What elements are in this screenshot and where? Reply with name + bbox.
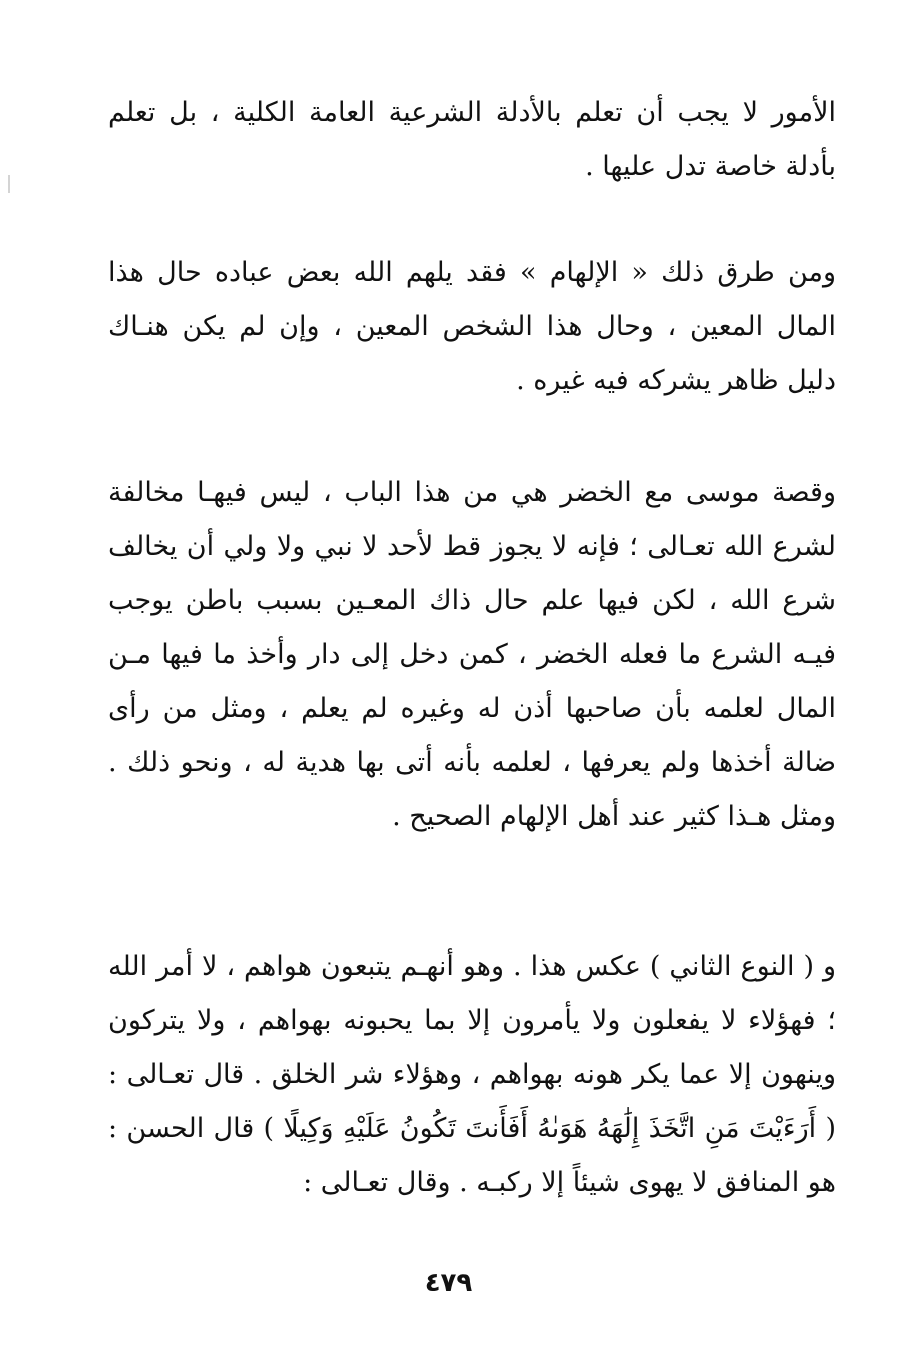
page-number: ٤٧٩	[424, 1268, 473, 1298]
paragraph-2: ومن طرق ذلك « الإلهام » فقد يلهم الله بعض عباده حال هذا المال المعين ، وحال هذا الشخص المعين ، وإن لم يكن هنـاك دليل ظاهر يشركه فيه غيره .	[108, 257, 836, 396]
paragraph-3: وقصة موسى مع الخضر هي من هذا الباب ، ليس فيهـا مخالفة لشرع الله تعـالى ؛ فإنه لا يجوز قط لأحد لا نبي ولا ولي أن يخالف شرع الله ، لكن فيها علم حال ذاك المعـين بسبب باطن يوجب فيـه الشرع ما فعله الخضر ، كمن دخل إلى دار وأخذ ما فيها مـن المال لعلمه بأن صاحبها أذن له وغيره لم يعلم ، ومثل من رأى ضالة أخذها ولم يعرفها ، لعلمه بأنه أتى بها هدية له ، ونحو ذلك . ومثل هـذا كثير عند أهل الإلهام الصحيح .	[108, 477, 836, 832]
paragraph-1: الأمور لا يجب أن تعلم بالأدلة الشرعية العامة الكلية ، بل تعلم بأدلة خاصة تدل عليها .	[108, 97, 836, 182]
margin-mark	[8, 175, 10, 193]
paragraph-4: و ( النوع الثاني ) عكس هذا . وهو أنهـم يتبعون هواهم ، لا أمر الله ؛ فهؤلاء لا يفعلون ولا يأمرون إلا بما يحبونه بهواهم ، ولا يتركون وينهون إلا عما يكر هونه بهواهم ، وهؤلاء شر الخلق . قال تعـالى : ( أَرَءَيْتَ مَنِ اتَّخَذَ إِلَٰهَهُ هَوَىٰهُ أَفَأَنتَ تَكُونُ عَلَيْهِ وَكِيلًا ) قال الحسن : هو المنافق لا يهوى شيئاً إلا ركبـه . وقال تعـالى :	[108, 951, 836, 1198]
